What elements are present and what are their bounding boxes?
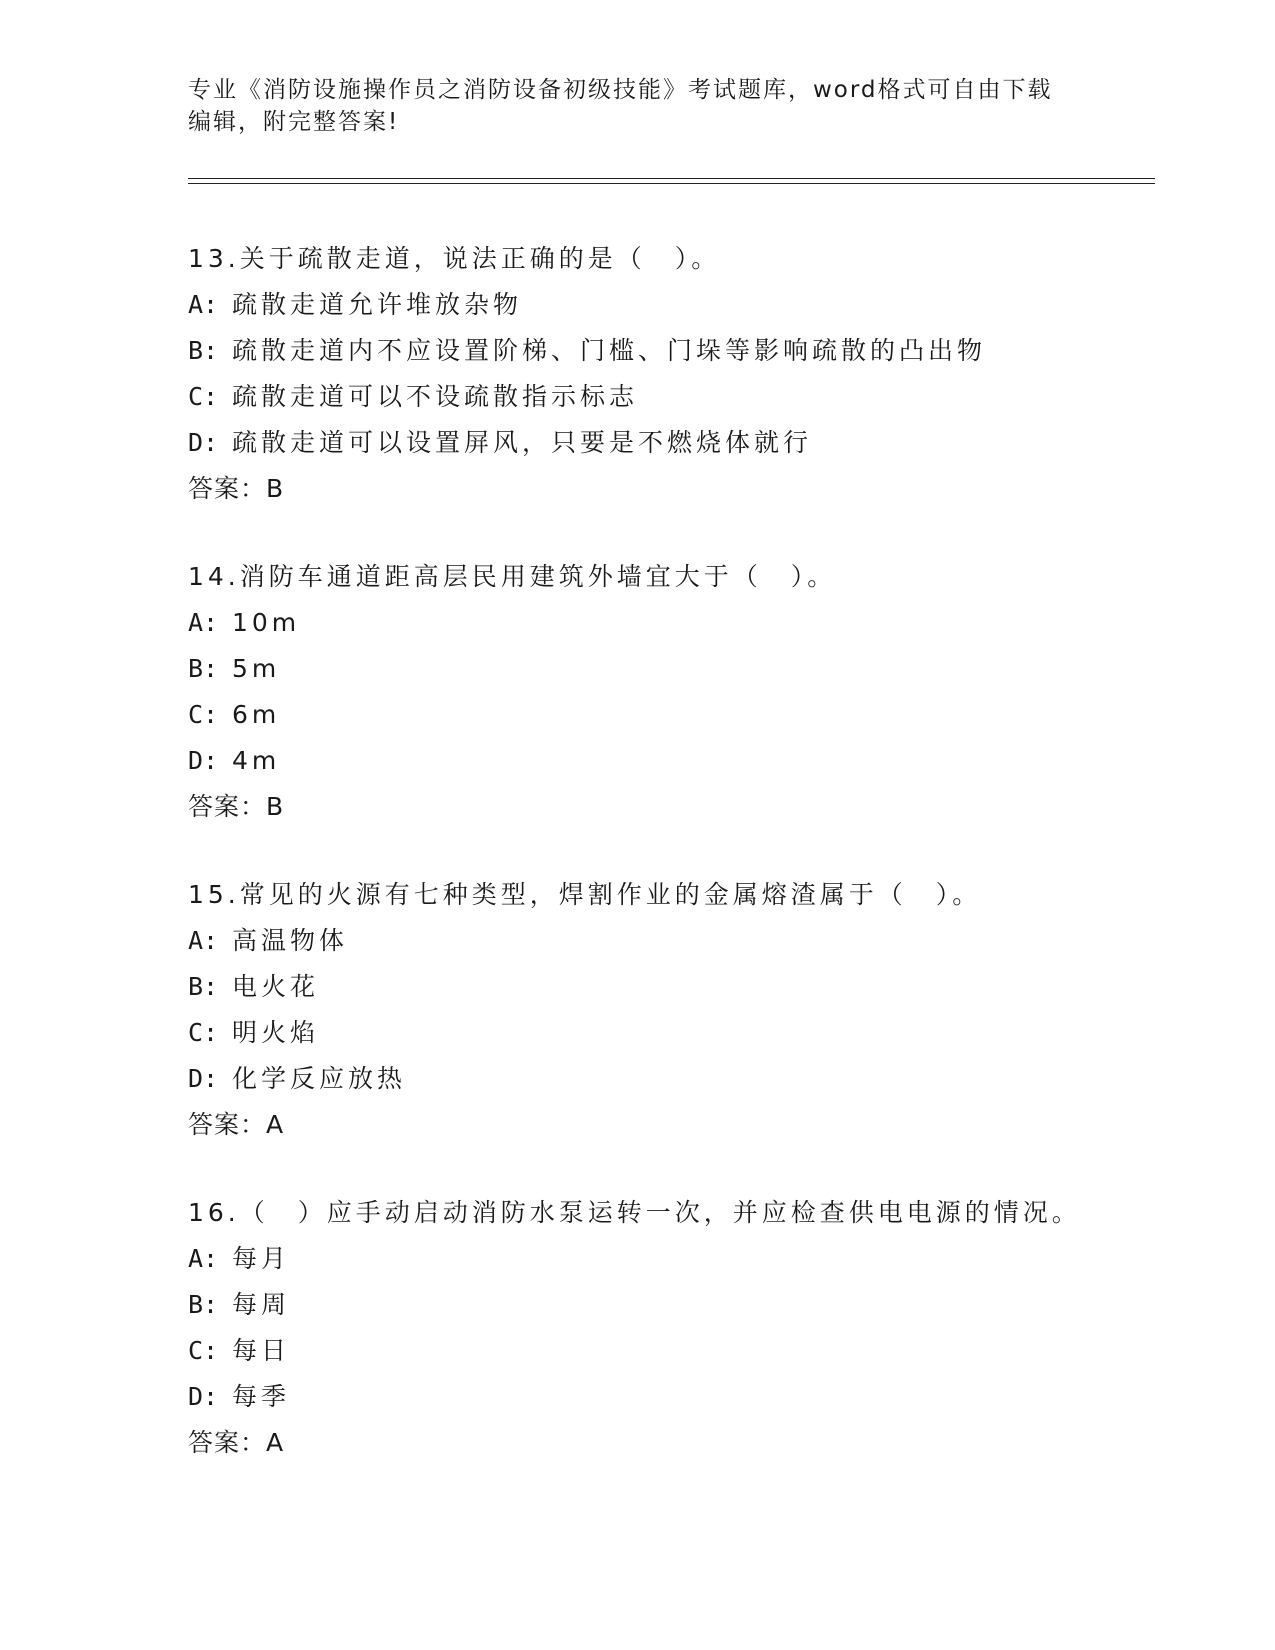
option-d (188, 738, 1148, 784)
option-b (188, 328, 1148, 374)
document-header: 专业《消防设施操作员之消防设备初级技能》考试题库，word格式可自由下载编辑，附完整答案! (188, 77, 1053, 135)
option-text: 每月 (232, 1244, 291, 1273)
option-key: C: (188, 700, 219, 729)
answer-line: 答案：A (188, 1110, 285, 1139)
option-text: 疏散走道可以设置屏风，只要是不燃烧体就行 (232, 428, 813, 457)
option-key: B: (188, 1290, 219, 1319)
option-key: C: (188, 1018, 219, 1047)
option-a (188, 1236, 1148, 1282)
option-a (188, 918, 1148, 964)
answer-line: 答案：B (188, 474, 285, 503)
option-b (188, 646, 1148, 692)
header-divider-bottom (188, 183, 1155, 184)
option-b (188, 964, 1148, 1010)
option-key: D: (188, 746, 219, 775)
header-divider-top (188, 178, 1155, 179)
option-text: 每周 (232, 1290, 291, 1319)
question-stem: 13.关于疏散走道，说法正确的是（ ）。 (188, 244, 721, 273)
question-stem: 15.常见的火源有七种类型，焊割作业的金属熔渣属于（ ）。 (188, 880, 982, 909)
option-text: 疏散走道内不应设置阶梯、门槛、门垛等影响疏散的凸出物 (232, 336, 987, 365)
option-key: A: (188, 926, 219, 955)
question-item (188, 1190, 1148, 1466)
option-text: 每日 (232, 1336, 291, 1365)
answer-line: 答案：A (188, 1428, 285, 1457)
option-d (188, 420, 1148, 466)
option-a (188, 282, 1148, 328)
option-key: C: (188, 1336, 219, 1365)
option-c (188, 1328, 1148, 1374)
option-key: D: (188, 1382, 219, 1411)
question-list (188, 236, 1148, 1508)
option-d (188, 1374, 1148, 1420)
option-key: D: (188, 428, 219, 457)
option-text: 疏散走道允许堆放杂物 (232, 290, 523, 319)
question-item (188, 554, 1148, 830)
option-key: A: (188, 608, 219, 637)
option-b (188, 1282, 1148, 1328)
option-text: 疏散走道可以不设疏散指示标志 (232, 382, 639, 411)
option-key: C: (188, 382, 219, 411)
option-text: 每季 (232, 1382, 291, 1411)
option-text: 高温物体 (232, 926, 349, 955)
option-text: 化学反应放热 (232, 1064, 407, 1093)
question-stem: 14.消防车通道距高层民用建筑外墙宜大于（ ）。 (188, 562, 837, 591)
option-key: B: (188, 654, 219, 683)
option-text: 6m (232, 700, 281, 729)
option-key: A: (188, 1244, 219, 1273)
option-text: 5m (232, 654, 281, 683)
question-item (188, 236, 1148, 512)
option-d (188, 1056, 1148, 1102)
option-text: 10m (232, 608, 301, 637)
option-key: D: (188, 1064, 219, 1093)
question-item (188, 872, 1148, 1148)
option-text: 4m (232, 746, 281, 775)
option-c (188, 692, 1148, 738)
option-a (188, 600, 1148, 646)
question-stem: 16.（ ）应手动启动消防水泵运转一次，并应检查供电电源的情况。 (188, 1198, 1081, 1227)
option-key: B: (188, 972, 219, 1001)
answer-line: 答案：B (188, 792, 285, 821)
option-c (188, 1010, 1148, 1056)
option-text: 明火焰 (232, 1018, 320, 1047)
option-key: A: (188, 290, 219, 319)
option-text: 电火花 (232, 972, 320, 1001)
option-c (188, 374, 1148, 420)
option-key: B: (188, 336, 219, 365)
